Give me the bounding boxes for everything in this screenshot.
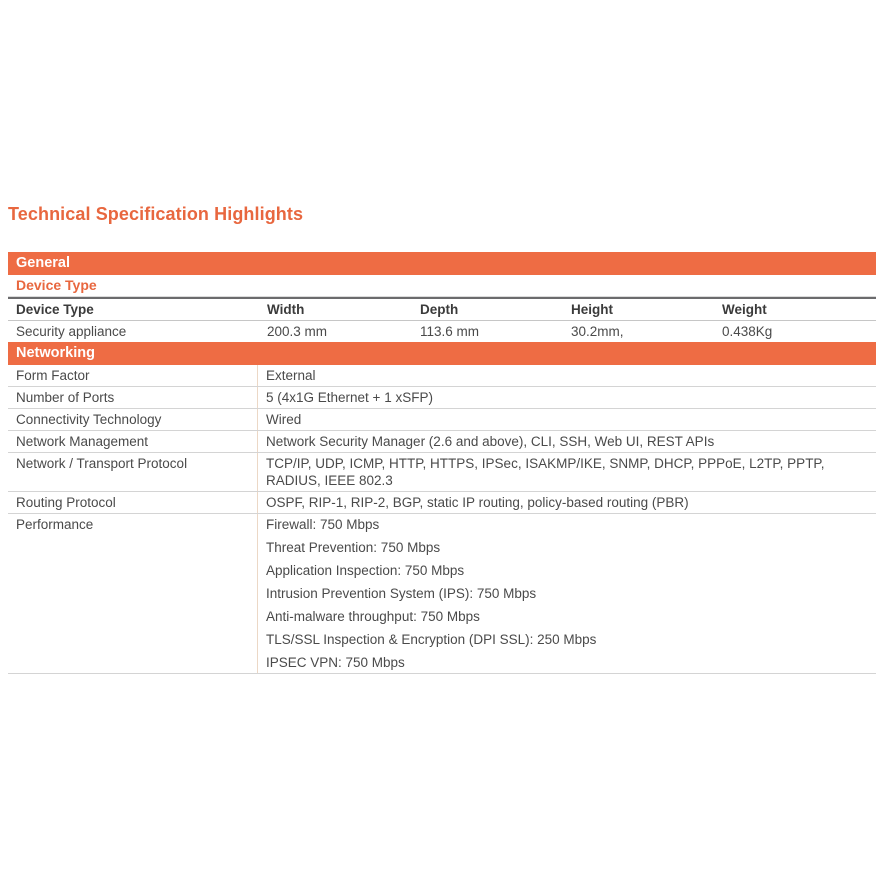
device-table-header-row	[8, 297, 876, 321]
spec-row	[8, 514, 876, 674]
spec-row-values	[258, 514, 876, 673]
device-table-data-cell: Security appliance	[16, 324, 127, 339]
spec-row-values	[258, 453, 876, 491]
spec-value-line: Application Inspection: 750 Mbps	[266, 563, 465, 578]
spec-value-line: Firewall: 750 Mbps	[266, 517, 380, 532]
networking-rows	[8, 365, 876, 674]
spec-value-line: Network Security Manager (2.6 and above), CLI, SSH, Web UI, REST APIs	[266, 434, 715, 449]
spec-row-label: Connectivity Technology	[8, 409, 258, 430]
spec-row	[8, 409, 876, 431]
spec-row-values	[258, 409, 876, 430]
subsection-heading-device-type: Device Type	[8, 275, 876, 297]
spec-row-label: Network / Transport Protocol	[8, 453, 258, 491]
spec-row-label: Routing Protocol	[8, 492, 258, 513]
spec-value-line: Threat Prevention: 750 Mbps	[266, 540, 441, 555]
device-table-header-cell: Depth	[420, 302, 459, 317]
spec-value-line: 5 (4x1G Ethernet + 1 xSFP)	[266, 390, 433, 405]
spec-row-label: Performance	[8, 514, 258, 673]
spec-table	[8, 252, 876, 674]
device-table-data-row	[8, 321, 876, 342]
spec-row-label: Number of Ports	[8, 387, 258, 408]
spec-value-line: OSPF, RIP-1, RIP-2, BGP, static IP routing, policy-based routing (PBR)	[266, 495, 689, 510]
spec-value-line: IPSEC VPN: 750 Mbps	[266, 655, 405, 670]
spec-value-line: TCP/IP, UDP, ICMP, HTTP, HTTPS, IPSec, ISAKMP/IKE, SNMP, DHCP, PPPoE, L2TP, PPTP, RADIUS, IEEE 802.3	[266, 456, 825, 488]
device-table-data-cell: 0.438Kg	[722, 324, 773, 339]
spec-value-line: TLS/SSL Inspection & Encryption (DPI SSL): 250 Mbps	[266, 632, 597, 647]
section-banner-networking: Networking	[8, 342, 876, 365]
spec-value-line: Anti-malware throughput: 750 Mbps	[266, 609, 480, 624]
spec-row	[8, 365, 876, 387]
spec-value-line: External	[266, 368, 316, 383]
device-table-header-cell: Weight	[722, 302, 767, 317]
page-title: Technical Specification Highlights	[8, 204, 304, 224]
spec-value-line: Wired	[266, 412, 302, 427]
spec-row-values	[258, 387, 876, 408]
spec-value-line: Intrusion Prevention System (IPS): 750 Mbps	[266, 586, 537, 601]
device-table-header-cell: Width	[267, 302, 305, 317]
device-table-data-cell: 113.6 mm	[420, 324, 480, 339]
spec-row	[8, 387, 876, 409]
device-table-header-cell: Device Type	[16, 302, 94, 317]
spec-row	[8, 453, 876, 492]
spec-row	[8, 431, 876, 453]
device-table-data-cell: 200.3 mm	[267, 324, 328, 339]
spec-row-label: Form Factor	[8, 365, 258, 386]
spec-row-values	[258, 492, 876, 513]
device-table-data-cell: 30.2mm,	[571, 324, 624, 339]
device-table-header-cell: Height	[571, 302, 613, 317]
spec-row-values	[258, 365, 876, 386]
section-banner-general: General	[8, 252, 876, 275]
spec-row-label: Network Management	[8, 431, 258, 452]
spec-row-values	[258, 431, 876, 452]
spec-row	[8, 492, 876, 514]
